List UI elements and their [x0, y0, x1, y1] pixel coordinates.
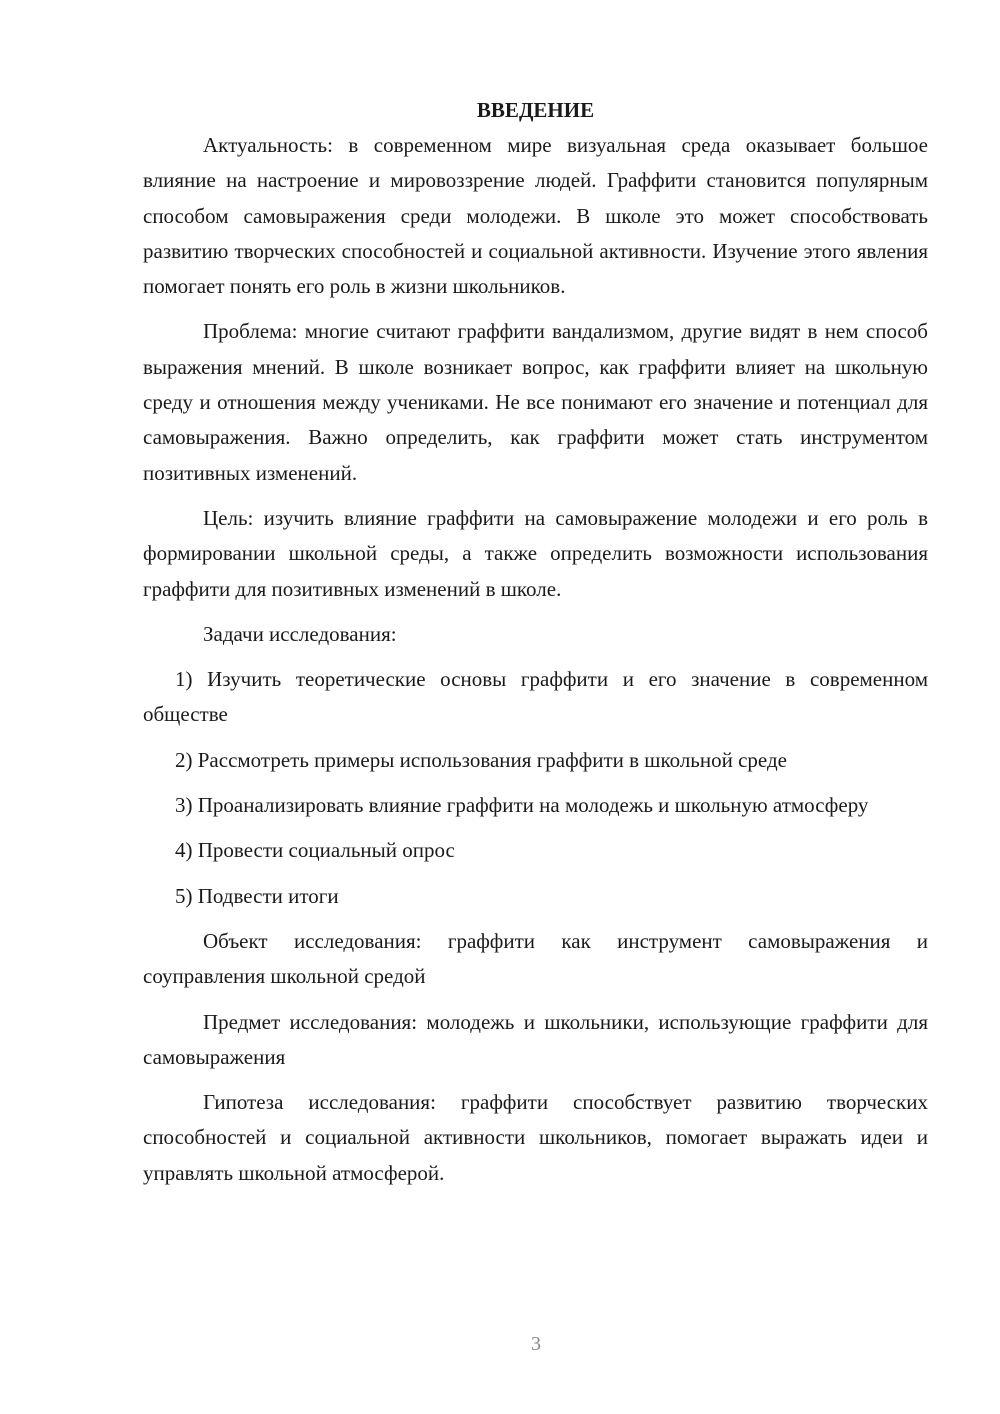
paragraph-object: Объект исследования: граффити как инструмент самовыражения и соуправления школьной средой [143, 928, 928, 989]
paragraph-relevance: Актуальность: в современном мире визуальная среда оказывает большое влияние на настроение и мировоззрение людей. Граффити становится популярным способом самовыражения среди молодежи. В школе это может способствовать развитию творческих способностей и социальной активности. Изучение этого явления помогает понять его роль в жизни школьников. [143, 133, 928, 299]
page-number: 3 [531, 1333, 541, 1355]
paragraph-goal: Цель: изучить влияние граффити на самовыражение молодежи и его роль в формировании школьной среды, а также определить возможности использования граффити для позитивных изменений в школе. [143, 505, 928, 601]
paragraph-subject: Предмет исследования: молодежь и школьники, использующие граффити для самовыражения [143, 1009, 928, 1069]
task-item-2: 2) Рассмотреть примеры использования граффити в школьной среде [175, 747, 787, 772]
page-title: ВВЕДЕНИЕ [476, 98, 595, 122]
paragraph-problem: Проблема: многие считают граффити вандализмом, другие видят в нем способ выражения мнений. В школе возникает вопрос, как граффити влияет на школьную среду и отношения между учениками. Не все понимают его значение и потенциал для самовыражения. Важно определить, как граффити может стать инструментом позитивных изменений. [143, 319, 928, 485]
task-item-5: 5) Подвести итоги [175, 883, 339, 908]
paragraph-hypothesis: Гипотеза исследования: граффити способствует развитию творческих способностей и социальной активности школьников, помогает выражать идеи и управлять школьной атмосферой. [143, 1090, 928, 1185]
task-item-3: 3) Проанализировать влияние граффити на молодежь и школьную атмосферу [175, 793, 869, 818]
tasks-heading: Задачи исследования: [203, 621, 397, 646]
task-item-1: 1) Изучить теоретические основы граффити и его значение в современном обществе [143, 667, 928, 727]
document-body [143, 93, 928, 1191]
task-item-4: 4) Провести социальный опрос [175, 838, 455, 863]
